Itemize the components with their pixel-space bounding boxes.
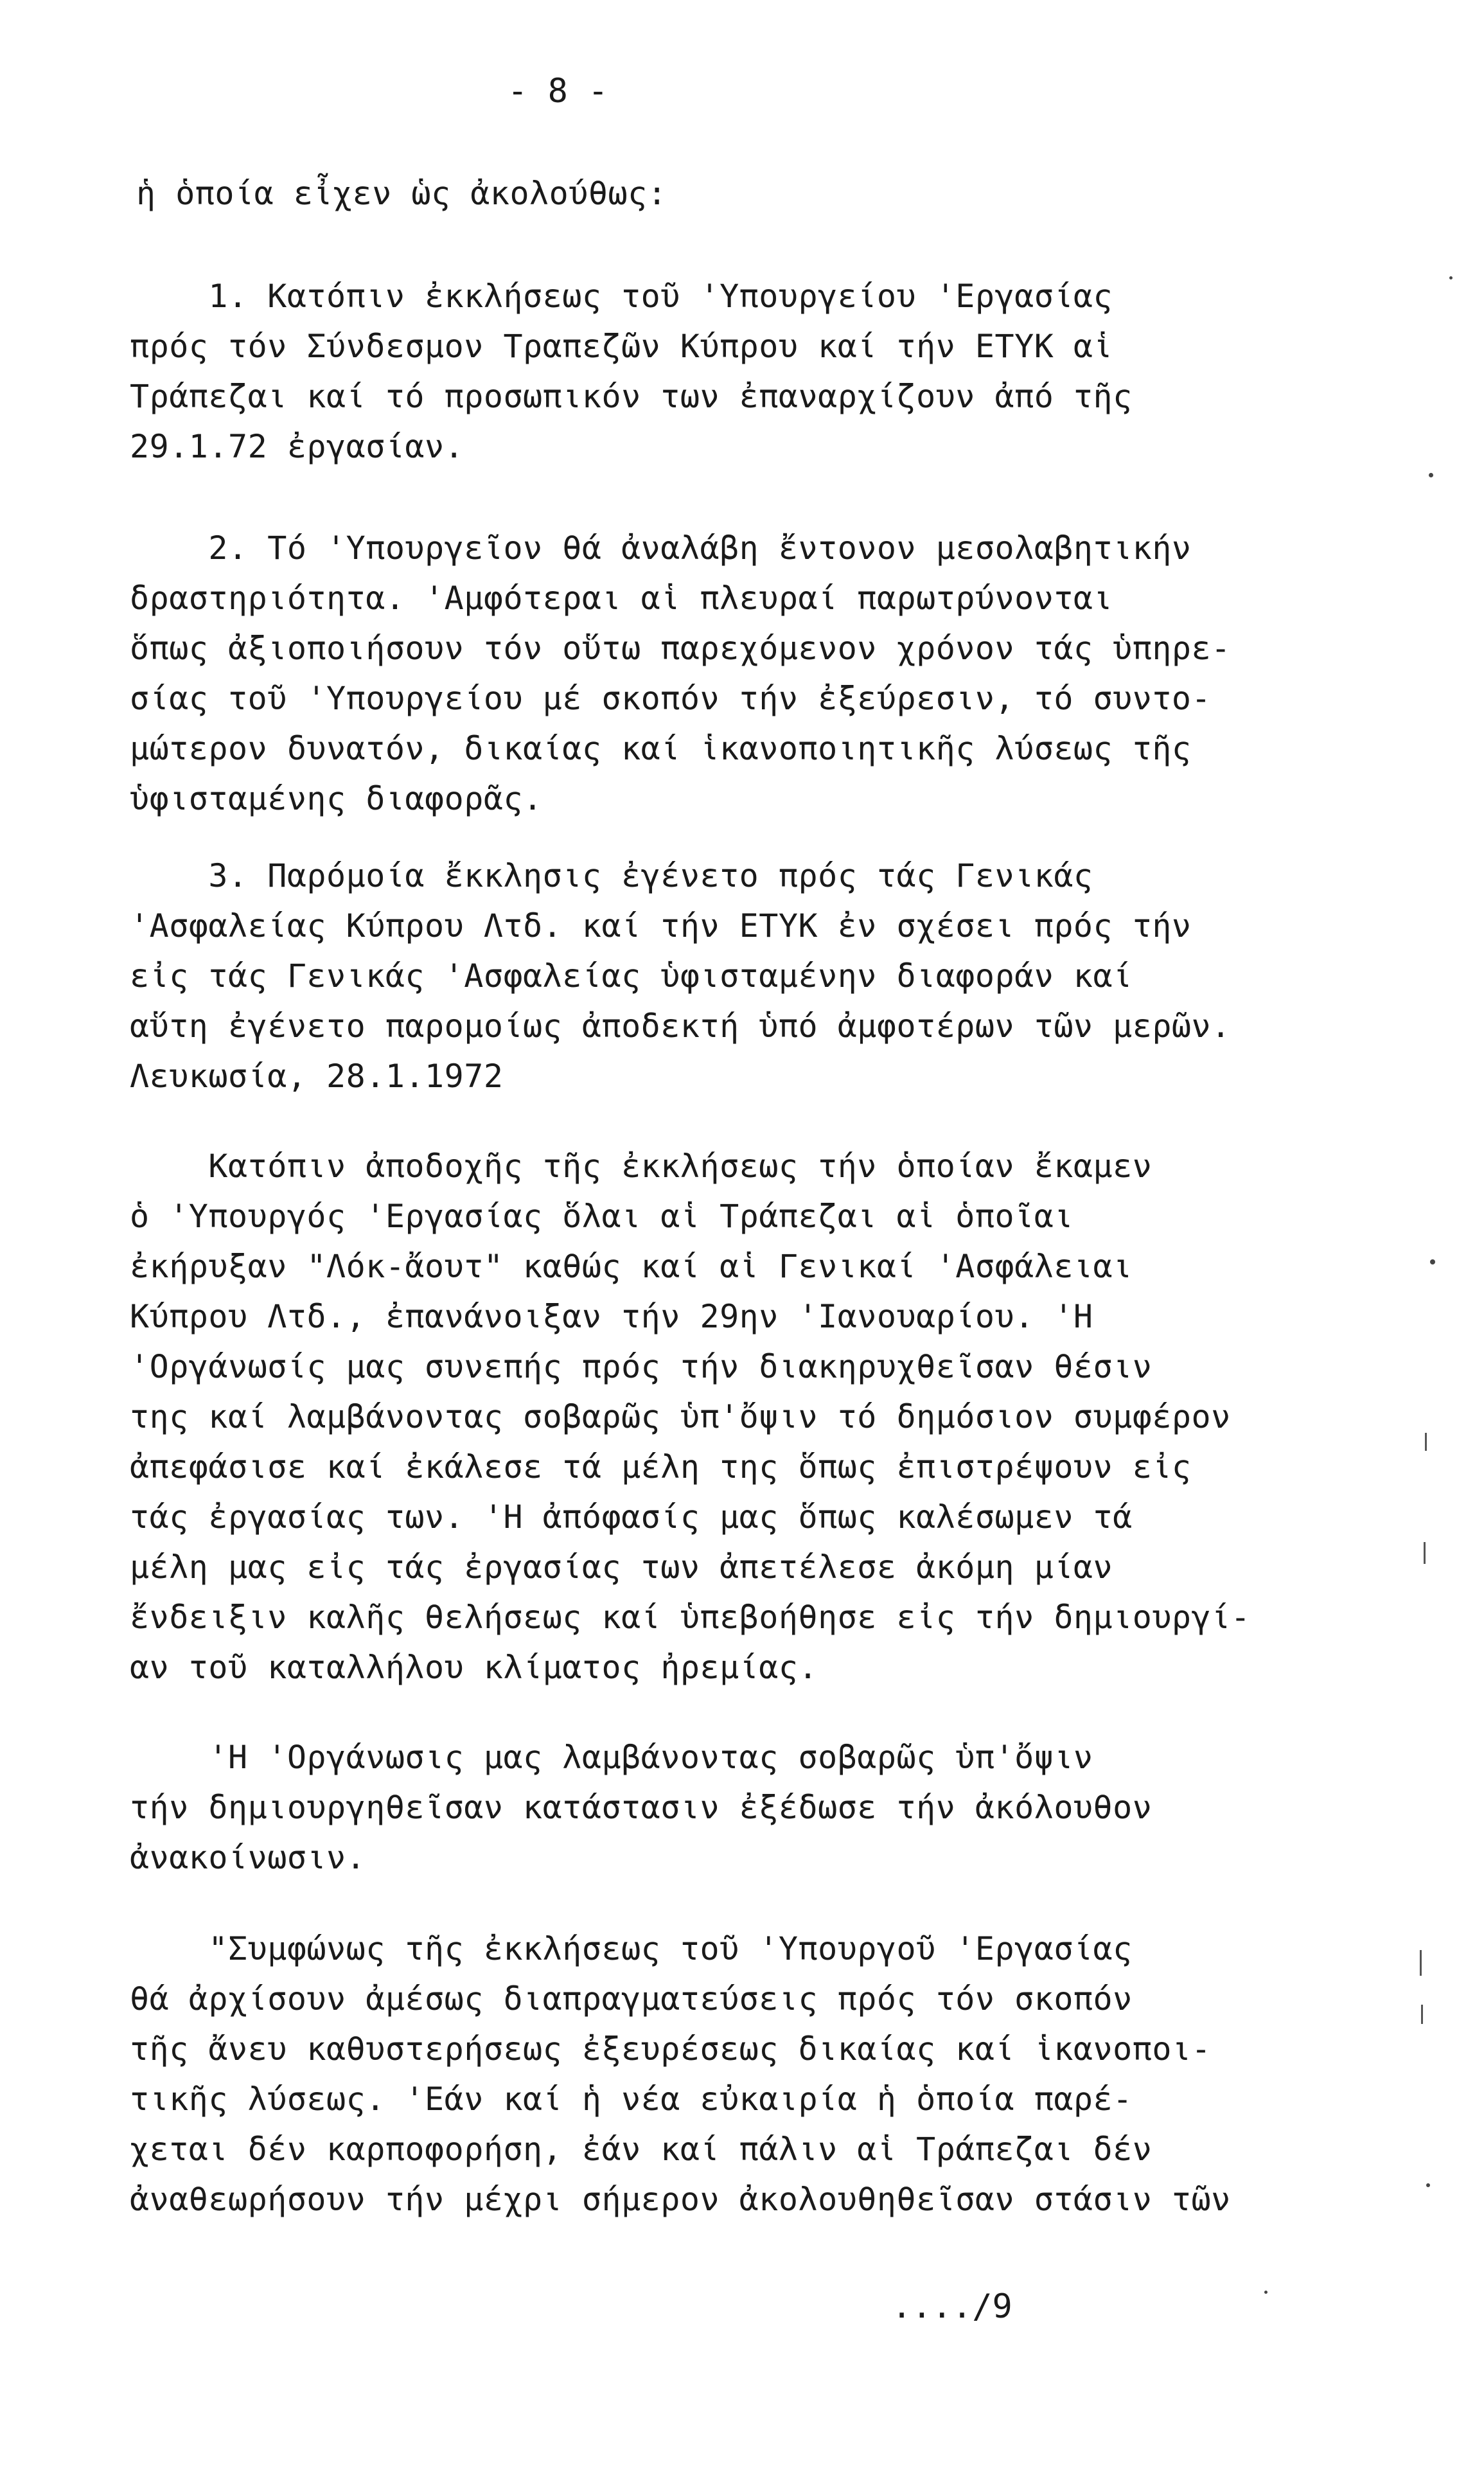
item2-line: δραστηριότητα. 'Αμφότεραι αἱ πλευραί παρωτρύνονται (130, 580, 1113, 617)
para4-line: μέλη μας εἰς τάς ἐργασίας των ἀπετέλεσε ἀκόμη μίαν (130, 1548, 1113, 1586)
item2-line: 2. Τό 'Υπουργεῖον θά ἀναλάβη ἔντονον μεσολαβητικήν (130, 529, 1192, 567)
item2-line: ὅπως ἀξιοποιήσουν τόν οὕτω παρεχόμενον χρόνον τάς ὑπηρε- (130, 630, 1231, 667)
margin-mark (1420, 1950, 1422, 1976)
para6-line: χεται δέν καρποφορήση, ἐάν καί πάλιν αἱ Τράπεζαι δέν (130, 2131, 1153, 2168)
margin-mark (1421, 2005, 1423, 2024)
para4-line: της καί λαμβάνοντας σοβαρῶς ὑπ'ὄψιν τό δημόσιον συμφέρον (130, 1398, 1231, 1435)
para6-line: ἀναθεωρήσουν τήν μέχρι σήμερον ἀκολουθηθεῖσαν στάσιν τῶν (130, 2181, 1231, 2218)
item1-line: πρός τόν Σύνδεσμον Τραπεζῶν Κύπρου καί τήν ΕΤΥΚ αἱ (130, 328, 1113, 365)
para6-line: θά ἀρχίσουν ἀμέσως διαπραγματεύσεις πρός τόν σκοπόν (130, 1980, 1133, 2018)
item2-line: μώτερον δυνατόν, δικαίας καί ἱκανοποιητικῆς λύσεως τῆς (130, 730, 1192, 767)
item3-line: αὕτη ἐγένετο παρομοίως ἀποδεκτή ὑπό ἀμφοτέρων τῶν μερῶν. (130, 1007, 1231, 1045)
para6-line: τικῆς λύσεως. 'Εάν καί ἡ νέα εὐκαιρία ἡ ὁποία παρέ- (130, 2080, 1133, 2118)
item2-line: ὑφισταμένης διαφορᾶς. (130, 780, 543, 817)
item2-line: σίας τοῦ 'Υπουργείου μέ σκοπόν τήν ἐξεύρεσιν, τό συντο- (130, 680, 1212, 717)
item1-line: 29.1.72 ἐργασίαν. (130, 428, 464, 465)
scan-speck (1264, 2291, 1268, 2294)
para4-line: Κατόπιν ἀποδοχῆς τῆς ἐκκλήσεως τήν ὁποίαν ἔκαμεν (130, 1148, 1153, 1185)
para6-line: τῆς ἄνευ καθυστερήσεως ἐξευρέσεως δικαίας καί ἱκανοποι- (130, 2030, 1212, 2068)
para5-line: ἀνακοίνωσιν. (130, 1839, 366, 1876)
item1-line: Τράπεζαι καί τό προσωπικόν των ἐπαναρχίζουν ἀπό τῆς (130, 378, 1133, 415)
continuation-marker: ..../9 (892, 2287, 1012, 2326)
item3-line: 'Ασφαλείας Κύπρου Λτδ. καί τήν ΕΤΥΚ ἐν σχέσει πρός τήν (130, 907, 1192, 945)
para4-line: τάς ἐργασίας των. 'Η ἀπόφασίς μας ὅπως καλέσωμεν τά (130, 1498, 1133, 1536)
para4-line: ἐκήρυξαν "Λόκ-ἄουτ" καθώς καί αἱ Γενικαί 'Ασφάλειαι (130, 1248, 1133, 1285)
margin-mark (1424, 1542, 1426, 1564)
para4-line: ἔνδειξιν καλῆς θελήσεως καί ὑπεβοήθησε εἰς τήν δημιουργί- (130, 1599, 1251, 1636)
item3-line: 3. Παρόμοία ἔκκλησις ἐγένετο πρός τάς Γενικάς (130, 857, 1093, 894)
margin-mark (1425, 1433, 1427, 1451)
para4-line: 'Οργάνωσίς μας συνεπής πρός τήν διακηρυχθεῖσαν θέσιν (130, 1348, 1153, 1385)
item1-line: 1. Κατόπιν ἐκκλήσεως τοῦ 'Υπουργείου 'Εργασίας (130, 278, 1113, 315)
page-number: - 8 - (508, 72, 608, 111)
para4-line: αν τοῦ καταλλήλου κλίματος ἠρεμίας. (130, 1649, 818, 1686)
para6-line: "Συμφώνως τῆς ἐκκλήσεως τοῦ 'Υπουργοῦ 'Εργασίας (130, 1930, 1133, 1967)
para5-line: 'Η 'Οργάνωσις μας λαμβάνοντας σοβαρῶς ὑπ'ὄψιν (130, 1739, 1093, 1776)
scan-speck (1429, 473, 1433, 477)
item3-line: εἰς τάς Γενικάς 'Ασφαλείας ὑφισταμένην διαφοράν καί (130, 957, 1133, 995)
scan-speck (1449, 276, 1453, 279)
item3-date-line: Λευκωσία, 28.1.1972 (130, 1058, 504, 1095)
intro-line: ἡ ὁποία εἶχεν ὡς ἀκολούθως: (136, 175, 667, 212)
scan-speck (1426, 2183, 1430, 2187)
para4-line: ὁ 'Υπουργός 'Εργασίας ὅλαι αἱ Τράπεζαι αἱ ὁποῖαι (130, 1198, 1073, 1235)
para4-line: Κύπρου Λτδ., ἐπανάνοιξαν τήν 29ην 'Ιανουαρίου. 'Η (130, 1298, 1093, 1335)
para4-line: ἀπεφάσισε καί ἐκάλεσε τά μέλη της ὅπως ἐπιστρέψουν εἰς (130, 1448, 1192, 1486)
para5-line: τήν δημιουργηθεῖσαν κατάστασιν ἐξέδωσε τήν ἀκόλουθον (130, 1789, 1153, 1826)
scan-speck (1430, 1259, 1435, 1264)
